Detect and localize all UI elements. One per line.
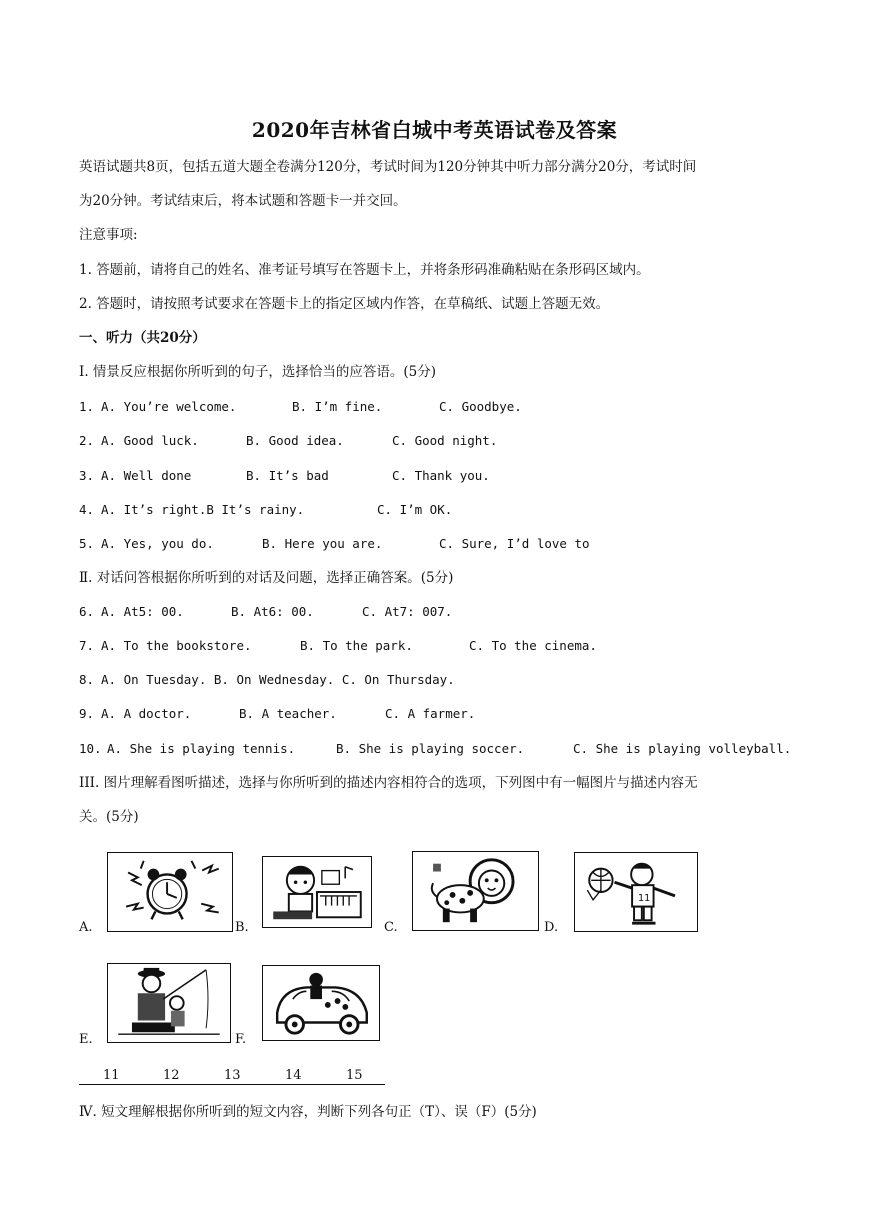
question-number: 7. <box>79 638 95 653</box>
part-4-instructions: Ⅳ. 短文理解根据你所听到的短文内容，判断下列各句正（T）、误（F）(5分) <box>79 1104 537 1120</box>
question-number: 10. <box>79 741 102 756</box>
note-1: 1. 答题前，请将自己的姓名、准考证号填写在答题卡上，并将条形码准确粘贴在条形码区域内。 <box>79 262 650 278</box>
option-a: A. Well done <box>101 468 192 483</box>
alarm-clock-picture <box>107 852 233 932</box>
picture-label-c: C. <box>384 920 398 935</box>
option-c: C. At7: 007. <box>362 604 453 619</box>
section-listening-heading: 一、听力（共20分） <box>79 330 206 346</box>
option-b: B. Good idea. <box>246 433 344 448</box>
option-a: A. Good luck. <box>101 433 199 448</box>
option-c: C. She is playing volleyball. <box>573 741 792 756</box>
intro-text-line2: 为20分钟。考试结束后，将本试题和答题卡一并交回。 <box>79 193 407 209</box>
part-1-instructions: Ⅰ. 情景反应根据你所听到的句子，选择恰当的应答语。(5分) <box>79 364 437 380</box>
option-b: B. She is playing soccer. <box>336 741 525 756</box>
option-b: B. Here you are. <box>262 536 383 551</box>
question-number: 9. <box>79 706 95 721</box>
car-driver-picture <box>262 965 380 1041</box>
option-c: C. Thank you. <box>392 468 490 483</box>
page-title: 2020年吉林省白城中考英语试卷及答案 <box>251 118 618 142</box>
option-a: A. A doctor. <box>101 706 192 721</box>
part-2-instructions: Ⅱ. 对话问答根据你所听到的对话及问题，选择正确答案。(5分) <box>79 570 454 586</box>
question-number: 1. <box>79 399 95 414</box>
part-3-instructions-line1: III. 图片理解看图听描述，选择与你所听到的描述内容相符合的选项，下列图中有一幅图片与描述内容无 <box>79 775 698 791</box>
answer-number: 13 <box>224 1068 241 1083</box>
option-c: C. Good night. <box>392 433 498 448</box>
question-number: 6. <box>79 604 95 619</box>
option-a: A. You’re welcome. <box>101 399 237 414</box>
picture-label-b: B. <box>235 920 249 935</box>
answer-number: 11 <box>103 1068 120 1083</box>
option-b: B. To the park. <box>300 638 413 653</box>
fishing-picture <box>107 963 231 1043</box>
option-a: A. It’s right.B It’s rainy. <box>101 502 305 517</box>
option-c: C. I’m OK. <box>377 502 453 517</box>
answer-number: 15 <box>346 1068 363 1083</box>
option-b: B. At6: 00. <box>231 604 314 619</box>
notes-heading: 注意事项: <box>79 227 138 243</box>
option-b: B. It’s bad <box>246 468 329 483</box>
lion-toy-picture <box>412 851 539 931</box>
question-number: 4. <box>79 502 95 517</box>
option-c: C. A farmer. <box>385 706 476 721</box>
answer-number: 12 <box>163 1068 180 1083</box>
option-a: A. She is playing tennis. <box>107 741 296 756</box>
picture-label-d: D. <box>544 920 559 935</box>
option-b: B. A teacher. <box>239 706 337 721</box>
question-number: 2. <box>79 433 95 448</box>
answer-number: 14 <box>285 1068 302 1083</box>
answer-blank-row <box>79 1068 385 1085</box>
option-a: A. On Tuesday. B. On Wednesday. C. On Thursday. <box>101 672 455 687</box>
question-number: 8. <box>79 672 95 687</box>
question-number: 3. <box>79 468 95 483</box>
option-a: A. To the bookstore. <box>101 638 252 653</box>
intro-text-line1: 英语试题共8页，包括五道大题全卷满分120分，考试时间为120分钟其中听力部分满分20分，考试时间 <box>79 159 697 175</box>
question-number: 5. <box>79 536 95 551</box>
piano-player-picture <box>262 856 372 928</box>
option-a: A. Yes, you do. <box>101 536 214 551</box>
picture-label-f: F. <box>235 1032 247 1047</box>
picture-label-e: E. <box>79 1032 93 1047</box>
basketball-player-picture <box>574 852 698 932</box>
option-c: C. To the cinema. <box>469 638 597 653</box>
picture-label-a: A. <box>79 920 93 935</box>
note-2: 2. 答题时，请按照考试要求在答题卡上的指定区域内作答，在草稿纸、试题上答题无效。 <box>79 296 610 312</box>
svg-text:11: 11 <box>637 892 651 904</box>
option-b: B. I’m fine. <box>292 399 383 414</box>
option-a: A. At5: 00. <box>101 604 184 619</box>
option-c: C. Sure, I’d love to <box>439 536 590 551</box>
option-c: C. Goodbye. <box>439 399 522 414</box>
part-3-instructions-line2: 关。(5分) <box>79 809 139 825</box>
